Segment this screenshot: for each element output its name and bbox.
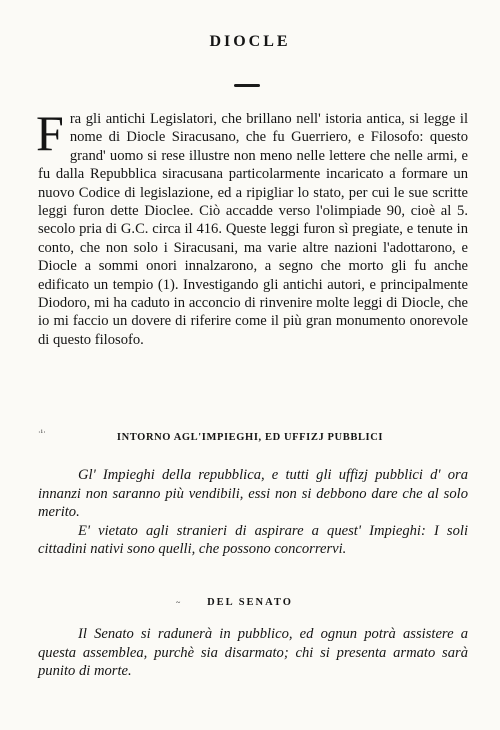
law-paragraph: Il Senato si radunerà in pubblico, ed ognun potrà assistere a questa assemblea, purchè sia disarmato; chi si presenta armato sarà punito di morte. [38,626,468,680]
page-title: DIOCLE [209,33,291,50]
drop-cap: F [36,105,64,161]
section-heading-senato: DEL SENATO [207,597,293,608]
section-heading-impieghi: INTORNO AGL'IMPIEGHI, ED UFFIZJ PUBBLICI [116,432,384,443]
intro-paragraph [36,105,468,349]
law-paragraph: E' vietato agli stranieri di aspirare a quest' Impieghi: I soli cittadini nativi sono quelli, che possono concorrervi. [38,522,468,558]
print-mark-icon: ~ [176,598,181,607]
section-body-impieghi [38,466,468,559]
intro-text: ra gli antichi Legislatori, che brillano nell' istoria antica, si legge il nome di Diocle Siracusano, che fu Guerriero, e Filosofo: questo grand' uomo si rese illustre non meno nelle lettere che nelle armi, e fu dalla Repubblica siracusana particolarmente incaricato a formare un nuovo Codice di legislazione, ed a ripigliar lo stato, per cui le sue scritte leggi furon dette Dioclee. Ciò accadde verso l'olimpiade 90, cioè al 5. secolo pria di G.C. circa il 416. Queste leggi furon sì pregiate, e tenute in conto, che non solo i Siracusani, ma varie altre nazioni l'adottarono, e Diocle a sommi onori innalzarono, a segno che morto gli fu anche edificato un tempio (1). Investigando gli antichi autori, e principalmente Diodoro, mi ha caduto in acconcio di rinvenire molte leggi di Diocle, che io mi faccio un dovere di riferire come il più gran monumento onorevole di questo filosofo. [38,111,468,348]
title-divider [234,84,260,87]
section-body-senato [38,625,468,681]
law-paragraph: Gl' Impieghi della repubblica, e tutti gli uffizj pubblici d' ora innanzi non saranno più vendibili, essi non si debbono dare che al solo merito. [38,467,468,521]
print-mark-icon: ·¹· [38,428,46,437]
